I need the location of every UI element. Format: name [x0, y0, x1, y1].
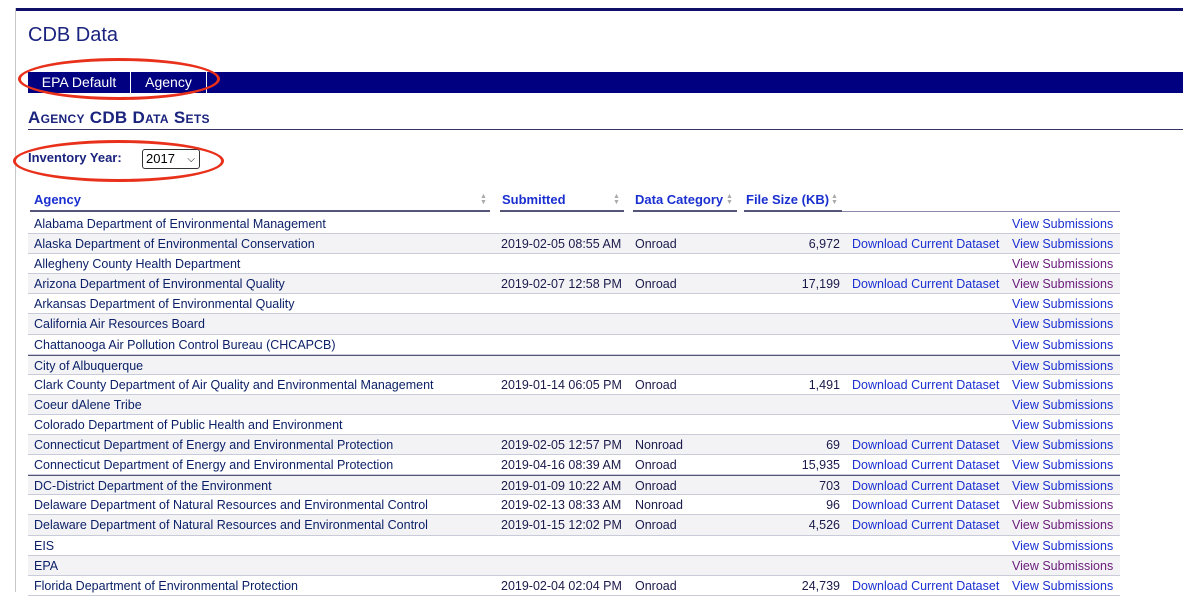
submitted-date: 2019-02-13 08:33 AM [501, 498, 622, 513]
agency-name: Connecticut Department of Energy and Environmental Protection [34, 438, 394, 453]
download-current-dataset-link[interactable]: Download Current Dataset [852, 237, 1000, 252]
submitted-date: 2019-01-14 06:05 PM [501, 377, 622, 392]
file-size: 17,199 [801, 277, 840, 292]
view-submissions-link[interactable]: View Submissions [1012, 277, 1114, 292]
table-row [28, 395, 1120, 415]
agency-name: City of Albuquerque [34, 358, 144, 373]
data-category: Onroad [635, 237, 677, 252]
agency-name: Arizona Department of Environmental Quality [34, 277, 285, 292]
chevron-down-icon: ⌵ [187, 154, 195, 165]
download-current-dataset-link[interactable]: Download Current Dataset [852, 377, 1000, 392]
inventory-year-label: Inventory Year: [28, 150, 122, 165]
table-row [28, 375, 1120, 395]
header-underline [30, 210, 490, 212]
agency-name: Colorado Department of Public Health and Environment [34, 417, 343, 432]
file-size: 703 [819, 479, 840, 494]
data-category: Onroad [635, 277, 677, 292]
view-submissions-link[interactable]: View Submissions [1012, 458, 1114, 473]
view-submissions-link[interactable]: View Submissions [1012, 217, 1114, 231]
agency-name: DC-District Department of the Environment [34, 479, 272, 494]
file-size: 6,972 [808, 237, 840, 252]
submitted-date: 2019-02-04 02:04 PM [501, 578, 622, 593]
inventory-year-select[interactable] [142, 149, 200, 169]
download-current-dataset-link[interactable]: Download Current Dataset [852, 518, 1000, 533]
top-rule [15, 8, 1183, 11]
table-row [28, 214, 1120, 234]
file-size: 24,739 [801, 578, 840, 593]
column-header-submitted[interactable] [502, 192, 566, 210]
agency-name: Connecticut Department of Energy and Environmental Protection [34, 458, 394, 473]
column-header-agency[interactable] [34, 192, 81, 210]
table-row [28, 435, 1120, 455]
agency-name: Chattanooga Air Pollution Control Bureau (CHCAPCB) [34, 337, 336, 352]
file-size: 1,491 [808, 377, 840, 392]
table-row [28, 294, 1120, 314]
table-row [28, 415, 1120, 435]
file-size: 69 [826, 438, 840, 453]
table-row [28, 475, 1120, 495]
table-row [28, 314, 1120, 334]
column-header-data-category-label: Data Category [635, 192, 724, 207]
sort-icon[interactable]: ▲ ▼ [480, 193, 487, 206]
view-submissions-link[interactable]: View Submissions [1012, 317, 1114, 332]
header-underline [633, 210, 737, 212]
data-category: Nonroad [635, 438, 683, 453]
file-size: 4,526 [808, 518, 840, 533]
data-category: Nonroad [635, 498, 683, 513]
download-current-dataset-link[interactable]: Download Current Dataset [852, 498, 1000, 513]
view-submissions-link[interactable]: View Submissions [1012, 558, 1114, 573]
view-submissions-link[interactable]: View Submissions [1012, 237, 1114, 252]
data-category: Onroad [635, 578, 677, 593]
view-submissions-link[interactable]: View Submissions [1012, 297, 1114, 312]
file-size: 15,935 [801, 458, 840, 473]
inventory-year-value: 2017 [146, 151, 175, 166]
table-row [28, 455, 1120, 475]
submitted-date: 2019-02-07 12:58 PM [501, 277, 622, 292]
view-submissions-link[interactable]: View Submissions [1012, 358, 1114, 373]
view-submissions-link[interactable]: View Submissions [1012, 397, 1114, 412]
agency-name: Clark County Department of Air Quality and Environmental Management [34, 377, 434, 392]
file-size: 96 [826, 498, 840, 513]
table-row [28, 274, 1120, 294]
agency-name: EIS [34, 538, 55, 553]
agency-name: Delaware Department of Natural Resources and Environmental Control [34, 518, 428, 533]
data-category: Onroad [635, 518, 677, 533]
submitted-date: 2019-02-05 08:55 AM [501, 237, 622, 252]
download-current-dataset-link[interactable]: Download Current Dataset [852, 479, 1000, 494]
table-row [28, 495, 1120, 515]
table-row [28, 335, 1120, 355]
agency-name: Coeur dAlene Tribe [34, 397, 142, 412]
submitted-date: 2019-04-16 08:39 AM [501, 458, 622, 473]
agency-table [28, 214, 1120, 596]
view-submissions-link[interactable]: View Submissions [1012, 479, 1114, 494]
tab-epa-default[interactable]: EPA Default [41, 74, 117, 90]
view-submissions-link[interactable]: View Submissions [1012, 538, 1114, 553]
column-header-agency-label: Agency [34, 192, 81, 207]
column-header-data-category[interactable] [635, 192, 723, 210]
table-row [28, 515, 1120, 535]
download-current-dataset-link[interactable]: Download Current Dataset [852, 458, 1000, 473]
view-submissions-link[interactable]: View Submissions [1012, 498, 1114, 513]
column-header-submitted-label: Submitted [502, 192, 566, 207]
table-row [28, 576, 1120, 596]
download-current-dataset-link[interactable]: Download Current Dataset [852, 438, 1000, 453]
view-submissions-link[interactable]: View Submissions [1012, 257, 1114, 272]
data-category: Onroad [635, 479, 677, 494]
view-submissions-link[interactable]: View Submissions [1012, 438, 1114, 453]
submitted-date: 2019-01-09 10:22 AM [501, 479, 622, 494]
view-submissions-link[interactable]: View Submissions [1012, 578, 1114, 593]
table-row [28, 254, 1120, 274]
tab-agency[interactable]: Agency [145, 74, 192, 90]
agency-name: Alaska Department of Environmental Conservation [34, 237, 315, 252]
header-underline [744, 210, 842, 212]
agency-name: Allegheny County Health Department [34, 257, 241, 272]
section-heading: Agency CDB Data Sets [28, 108, 210, 127]
submitted-date: 2019-02-05 12:57 PM [501, 438, 622, 453]
download-current-dataset-link[interactable]: Download Current Dataset [852, 277, 1000, 292]
agency-name: EPA [34, 558, 59, 573]
agency-name: California Air Resources Board [34, 317, 205, 332]
table-row [28, 355, 1120, 375]
tab-bar [28, 72, 1183, 93]
data-category: Onroad [635, 377, 677, 392]
header-underline [842, 211, 1120, 212]
data-category: Onroad [635, 458, 677, 473]
agency-name: Delaware Department of Natural Resources and Environmental Control [34, 498, 428, 513]
agency-name: Alabama Department of Environmental Management [34, 217, 326, 231]
view-submissions-link[interactable]: View Submissions [1012, 417, 1114, 432]
sort-icon[interactable]: ▲ ▼ [831, 193, 838, 206]
view-submissions-link[interactable]: View Submissions [1012, 377, 1114, 392]
submitted-date: 2019-01-15 12:02 PM [501, 518, 622, 533]
table-row [28, 556, 1120, 576]
left-rule [15, 8, 16, 592]
column-header-file-size[interactable] [746, 192, 829, 210]
page-title: CDB Data [28, 24, 119, 46]
view-submissions-link[interactable]: View Submissions [1012, 518, 1114, 533]
view-submissions-link[interactable]: View Submissions [1012, 337, 1114, 352]
download-current-dataset-link[interactable]: Download Current Dataset [852, 578, 1000, 593]
agency-name: Florida Department of Environmental Protection [34, 578, 299, 593]
sort-icon[interactable]: ▲ ▼ [726, 193, 733, 206]
table-row [28, 536, 1120, 556]
agency-name: Arkansas Department of Environmental Quality [34, 297, 295, 312]
tab-separator [206, 72, 207, 93]
column-header-file-size-label: File Size (KB) [746, 192, 830, 207]
header-underline [500, 210, 624, 212]
sort-icon[interactable]: ▲ ▼ [613, 193, 620, 206]
heading-divider [28, 129, 1183, 130]
table-row [28, 234, 1120, 254]
